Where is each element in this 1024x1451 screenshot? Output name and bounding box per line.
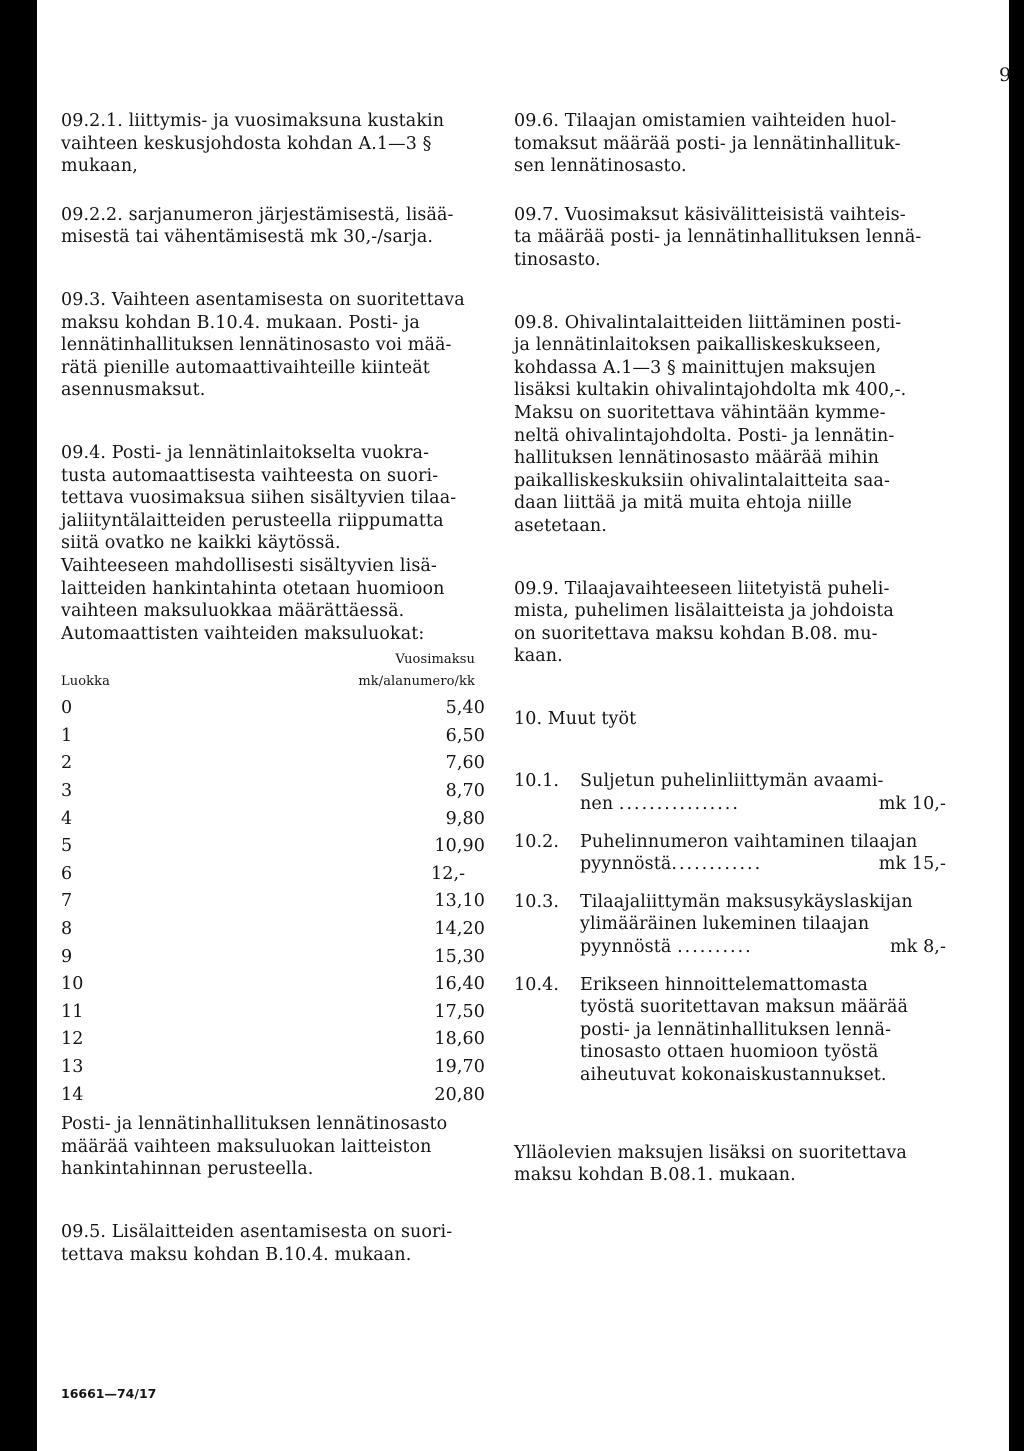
price-line — [580, 853, 946, 876]
text-line: posti- ja lennätinhallituksen lennä- — [580, 1019, 892, 1040]
item-number: 10.4. — [514, 974, 560, 995]
service-item-10-3 — [514, 891, 946, 959]
section-10-title: 10. Muut työt — [514, 708, 637, 729]
paragraph-09-2-1 — [61, 110, 481, 178]
leader-dots: ............ — [671, 854, 763, 875]
text-line: tinosasto. — [514, 249, 601, 270]
text-line: maksu kohdan B.10.4. mukaan. Posti- ja — [61, 312, 420, 333]
paragraph-09-3 — [61, 289, 481, 402]
text-line: 09.7. Vuosimaksut käsivälitteisistä vaihteis- — [514, 204, 906, 225]
fee-table-row — [61, 886, 485, 914]
text-line: 09.2.2. sarjanumeron järjestämisestä, lisää- — [61, 204, 454, 225]
fee-amount: 17,50 — [434, 1001, 485, 1022]
text-line: Erikseen hinnoittelemattomasta — [580, 974, 868, 995]
text-line: työstä suoritettavan maksun määrää — [580, 997, 909, 1018]
header-unit: mk/alanumero/kk — [358, 674, 475, 690]
text-line: määrää vaihteen maksuluokan laitteiston — [61, 1136, 432, 1157]
fee-amount: 5,40 — [445, 698, 485, 719]
fee-table-header — [61, 649, 481, 693]
price: mk 10,- — [878, 794, 946, 815]
price: mk 15,- — [878, 854, 946, 875]
fee-amount: 7,60 — [445, 753, 485, 774]
service-item-10-1 — [514, 770, 946, 815]
fee-class: 12 — [61, 1029, 84, 1050]
paragraph-09-8 — [514, 312, 946, 538]
text-line: tettava vuosimaksua siihen sisältyvien tilaa- — [61, 488, 457, 509]
leader-dots: .......... — [677, 937, 753, 958]
text-line: ylimääräinen lukeminen tilaajan — [580, 914, 870, 935]
text-line: vaihteen maksuluokkaa määrättäessä. — [61, 601, 405, 622]
fee-class: 11 — [61, 1001, 84, 1022]
text-line: laitteiden hankintahinta otetaan huomioon — [61, 578, 445, 599]
fee-class: 6 — [61, 863, 73, 884]
fee-table-body — [61, 693, 485, 1107]
text-line: 09.9. Tilaajavaihteeseen liitetyistä puheli- — [514, 578, 890, 599]
text-line: 09.6. Tilaajan omistamien vaihteiden huol- — [514, 111, 897, 131]
text-line: rätä pienille automaattivaihteille kiinteät — [61, 357, 430, 378]
price-line — [580, 936, 946, 959]
fee-class-table — [61, 649, 485, 1107]
fee-class: 7 — [61, 891, 73, 912]
fee-table-row — [61, 776, 485, 804]
text-line: Ylläolevien maksujen lisäksi on suoritettava — [514, 1142, 907, 1163]
left-column — [61, 110, 485, 1266]
fee-table-row — [61, 804, 485, 832]
text-line: kohdassa A.1—3 § mainittujen maksujen — [514, 357, 876, 378]
fee-amount: 10,90 — [434, 836, 485, 857]
fee-table-row — [61, 997, 485, 1025]
text-line: asetetaan. — [514, 515, 607, 536]
paragraph-09-9 — [514, 578, 946, 668]
text-line: 09.4. Posti- ja lennätinlaitokselta vuokra- — [61, 442, 430, 463]
fee-table-row — [61, 942, 485, 970]
fee-table-row — [61, 721, 485, 749]
fee-amount: 12,- — [431, 863, 466, 884]
paragraph-09-7 — [514, 204, 946, 272]
text-line: mista, puhelimen lisälaitteista ja johdoista — [514, 601, 894, 622]
text-line: kaan. — [514, 646, 563, 667]
text-line: 09.5. Lisälaitteiden asentamisesta on suori- — [61, 1221, 453, 1242]
fee-class: 9 — [61, 946, 73, 967]
right-column — [514, 110, 946, 1187]
paragraph-after-table — [61, 1113, 481, 1181]
fee-class: 1 — [61, 725, 73, 746]
fee-table-row — [61, 1052, 485, 1080]
service-item-10-4 — [514, 974, 946, 1087]
text-line: vaihteen keskusjohdosta kohdan A.1—3 § — [61, 133, 432, 154]
text-line: sen lennätinosasto. — [514, 156, 687, 177]
fee-amount: 14,20 — [434, 919, 485, 940]
fee-amount: 9,80 — [445, 808, 485, 829]
text-line: 09.3. Vaihteen asentamisesta on suoritettava — [61, 289, 465, 310]
text-line: 09.2.1. liittymis- ja vuosimaksuna kustakin — [61, 111, 445, 131]
text-line: jaliityntälaitteiden perusteella riippumatta — [61, 510, 444, 531]
text-line: Maksu on suoritettava vähintään kymme- — [514, 402, 886, 423]
text-line: Vaihteeseen mahdollisesti sisältyvien lisä- — [61, 555, 437, 576]
page-number: 9 — [999, 64, 1012, 86]
text-line: aiheutuvat kokonaiskustannukset. — [580, 1065, 887, 1085]
text-line: paikalliskeskuksiin ohivalintalaitteita saa- — [514, 470, 890, 491]
paragraph-footer-note — [514, 1142, 946, 1187]
header-class: Luokka — [61, 674, 110, 690]
text-line: tinosasto ottaen huomioon työstä — [580, 1042, 879, 1063]
fee-table-row — [61, 748, 485, 776]
paragraph-09-6 — [514, 110, 946, 178]
text-line: daan liittää ja mitä muita ehtoja niille — [514, 493, 852, 514]
fee-class: 0 — [61, 698, 73, 719]
text-line: Automaattisten vaihteiden maksuluokat: — [61, 623, 425, 644]
fee-amount: 18,60 — [434, 1029, 485, 1050]
price-line — [580, 793, 946, 816]
text-line: lisäksi kultakin ohivalintajohdolta mk 400,-. — [514, 380, 907, 401]
text-line: on suoritettava maksu kohdan B.08. mu- — [514, 623, 878, 644]
fee-class: 14 — [61, 1084, 84, 1105]
paragraph-09-2-2 — [61, 204, 481, 249]
text-line: Tilaajaliittymän maksusykäyslaskijan — [580, 891, 913, 912]
price: mk 8,- — [890, 937, 946, 958]
fee-class: 8 — [61, 919, 73, 940]
fee-amount: 6,50 — [445, 725, 485, 746]
fee-class: 13 — [61, 1057, 84, 1077]
fee-table-row — [61, 693, 485, 721]
service-item-10-2 — [514, 831, 946, 876]
fee-amount: 20,80 — [434, 1084, 485, 1105]
text-line: asennusmaksut. — [61, 380, 206, 401]
fee-amount: 15,30 — [434, 946, 485, 967]
item-number: 10.1. — [514, 771, 560, 792]
text-line: misestä tai vähentämisestä mk 30,-/sarja. — [61, 227, 434, 248]
fee-amount: 13,10 — [434, 891, 485, 912]
fee-table-row — [61, 1080, 485, 1108]
paragraph-09-4 — [61, 442, 481, 645]
fee-table-row — [61, 859, 481, 887]
fee-class: 4 — [61, 808, 73, 829]
item-number: 10.2. — [514, 831, 560, 852]
text-line: hankintahinnan perusteella. — [61, 1159, 314, 1180]
text-line: Puhelinnumeron vaihtaminen tilaajan — [580, 831, 918, 852]
text-line: Posti- ja lennätinhallituksen lennätinosasto — [61, 1114, 448, 1135]
fee-class: 10 — [61, 974, 84, 995]
text-line: lennätinhallituksen lennätinosasto voi mää- — [61, 335, 452, 356]
text-line: pyynnöstä — [580, 854, 672, 875]
fee-table-row — [61, 831, 485, 859]
text-line: 09.8. Ohivalintalaitteiden liittäminen posti- — [514, 312, 902, 333]
fee-amount: 8,70 — [445, 781, 485, 802]
text-line: tomaksut määrää posti- ja lennätinhallituk- — [514, 133, 901, 154]
fee-amount: 19,70 — [434, 1057, 485, 1077]
paragraph-09-5 — [61, 1221, 481, 1266]
text-line: ta määrää posti- ja lennätinhallituksen lennä- — [514, 227, 922, 248]
print-code: 16661—74/17 — [61, 1386, 157, 1401]
fee-class: 3 — [61, 781, 73, 802]
leader-dots: ................ — [618, 794, 740, 815]
fee-amount: 16,40 — [434, 974, 485, 995]
item-number: 10.3. — [514, 891, 560, 912]
text-line: tusta automaattisesta vaihteesta on suori- — [61, 465, 439, 486]
text-line: neltä ohivalintajohdolta. Posti- ja lennätin- — [514, 425, 895, 446]
header-annual-fee: Vuosimaksu — [395, 652, 475, 668]
text-line: tettava maksu kohdan B.10.4. mukaan. — [61, 1244, 412, 1265]
text-line: siitä ovatko ne kaikki käytössä. — [61, 533, 341, 554]
text-line: maksu kohdan B.08.1. mukaan. — [514, 1165, 796, 1186]
fee-table-row — [61, 1024, 485, 1052]
fee-class: 5 — [61, 836, 73, 857]
text-line: hallituksen lennätinosasto määrää mihin — [514, 448, 879, 469]
text-line: mukaan, — [61, 156, 138, 177]
text-line: nen — [580, 794, 614, 815]
text-line: pyynnöstä — [580, 937, 672, 958]
text-line: ja lennätinlaitoksen paikalliskeskukseen, — [514, 335, 882, 356]
fee-class: 2 — [61, 753, 73, 774]
text-line: Suljetun puhelinliittymän avaami- — [580, 771, 884, 792]
fee-table-row — [61, 914, 485, 942]
fee-table-row — [61, 969, 485, 997]
